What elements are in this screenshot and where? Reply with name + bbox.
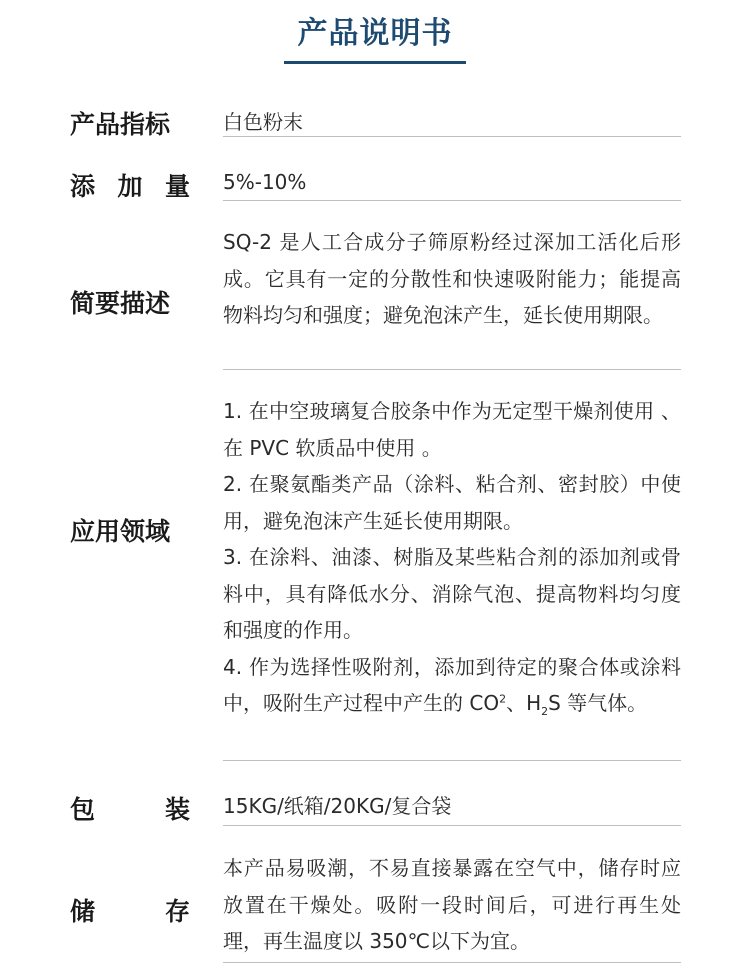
application-item4-text: 4. 作为选择性吸附剂，添加到待定的聚合体或涂料中，吸附生产过程中产生的 CO	[223, 654, 681, 715]
dosage-value: 5%-10%	[223, 170, 307, 194]
packaging-label	[70, 790, 190, 826]
dosage-label-char: 添	[70, 172, 96, 201]
storage-label-char: 存	[164, 897, 190, 926]
spec-label: 产品指标	[70, 110, 171, 139]
packaging-divider	[223, 825, 681, 826]
application-item4-tail: S 等气体。	[548, 691, 648, 715]
title-area	[0, 12, 750, 56]
application-item4-after: 、H	[506, 691, 542, 715]
page-title: 产品说明书	[297, 16, 453, 51]
title-underline	[284, 61, 466, 64]
dosage-label-char: 加	[117, 172, 143, 201]
subscript: 2	[541, 705, 549, 718]
description-label: 简要描述	[70, 289, 171, 318]
spec-divider	[223, 136, 681, 137]
application-list	[223, 393, 681, 722]
application-label: 应用领域	[70, 517, 171, 546]
storage-label-char: 储	[70, 897, 96, 926]
dosage-label	[70, 167, 190, 203]
spec-value: 白色粉末	[223, 110, 303, 134]
dosage-divider	[223, 200, 681, 201]
application-divider	[223, 760, 681, 761]
application-item: 1. 在中空玻璃复合胶条中作为无定型干燥剂使用 、在 PVC 软质品中使用 。	[223, 399, 681, 460]
application-item: 3. 在涂料、油漆、树脂及某些粘合剂的添加剂或骨料中，具有降低水分、消除气泡、提高物料均匀度和强度的作用。	[223, 545, 681, 642]
packaging-label-char: 装	[164, 795, 190, 824]
description-divider	[223, 369, 681, 370]
packaging-value: 15KG/纸箱/20KG/复合袋	[223, 794, 452, 818]
superscript: 2	[499, 692, 507, 706]
packaging-label-char: 包	[70, 795, 96, 824]
description-text: SQ-2 是人工合成分子筛原粉经过深加工活化后形成。它具有一定的分散性和快速吸附能力；能提高物料均匀和强度；避免泡沫产生，延长使用期限。	[223, 230, 681, 327]
application-item: 2. 在聚氨酯类产品（涂料、粘合剂、密封胶）中使用，避免泡沫产生延长使用期限。	[223, 472, 681, 533]
dosage-label-char: 量	[164, 172, 190, 201]
application-item	[223, 649, 681, 722]
storage-text: 本产品易吸潮，不易直接暴露在空气中，储存时应放置在干燥处。吸附一段时间后，可进行再生处理，再生温度以 350℃以下为宜。	[223, 856, 681, 953]
storage-divider	[223, 962, 681, 963]
storage-label	[70, 892, 190, 928]
